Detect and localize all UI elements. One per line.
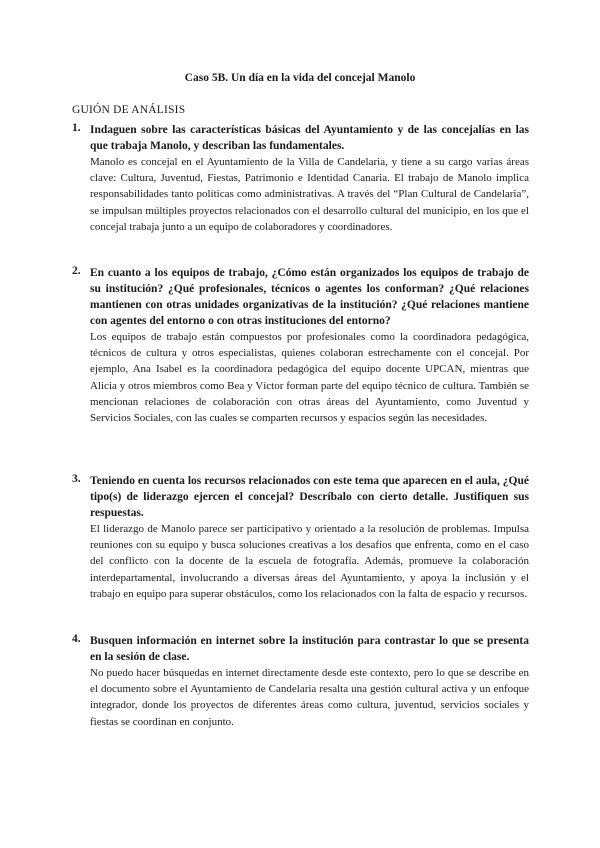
- item-answer: Los equipos de trabajo están compuestos por profesionales como la coordinadora pedagógica, técnicos de cultura y otros especialistas, quienes colaboran estrechamente con el concejal. Por ejemplo, Ana Isabel es la coordinadora pedagógica del equipo docente UPCAN, mientras que Alicia y otros miembros como Bea y Víctor forman parte del equipo técnico de cultura. También se mencionan relaciones de colaboración con otras áreas del Ayuntamiento, como Juventud y Servicios Sociales, con las cuales se comparten recursos y espacios según las necesidades.: [90, 331, 529, 425]
- section-heading: GUIÓN DE ANÁLISIS: [72, 104, 186, 116]
- item-number: 1.: [72, 122, 81, 134]
- item-question: Indaguen sobre las características básicas del Ayuntamiento y de las concejalías en las que trabaja Manolo, y describan las fundamentales.: [90, 124, 529, 152]
- item-number: 4.: [72, 633, 81, 645]
- item-answer: El liderazgo de Manolo parece ser participativo y orientado a la resolución de problemas. Impulsa reuniones con su equipo y busca soluciones creativas a los desafíos que enfrenta, como en el caso del conflicto con la docente de la escuela de fotografía. Además, promueve la colaboración interdepartamental, involucrando a diversas áreas del Ayuntamiento, y apoya la inclusión y el trabajo en equipo para superar obstáculos, como los relacionados con la falta de espacio y recursos.: [90, 523, 529, 600]
- item-answer: Manolo es concejal en el Ayuntamiento de la Villa de Candelaria, y tiene a su cargo varias áreas clave: Cultura, Juventud, Fiestas, Patrimonio e Identidad Canaria. El trabajo de Manolo implica responsabilidades tanto políticas como administrativas. A través del “Plan Cultural de Candelaria”, se impulsan múltiples proyectos relacionados con el desarrollo cultural del municipio, en los que el concejal trabaja junto a un equipo de colaboradores y coordinadores.: [90, 156, 529, 233]
- analysis-item-1: [72, 122, 529, 235]
- analysis-item-2: [72, 265, 529, 426]
- item-question: Teniendo en cuenta los recursos relacionados con este tema que aparecen en el aula, ¿Qué tipo(s) de liderazgo ejercen el concejal? Descríbalo con cierto detalle. Justifiquen sus respuestas.: [90, 475, 529, 519]
- item-number: 2.: [72, 265, 81, 277]
- document-title: Caso 5B. Un día en la vida del concejal Manolo: [184, 72, 416, 84]
- analysis-item-3: [72, 473, 529, 602]
- item-number: 3.: [72, 473, 81, 485]
- item-answer: No puedo hacer búsquedas en internet directamente desde este contexto, pero lo que se describe en el documento sobre el Ayuntamiento de Candelaria resalta una gestión cultural activa y un enfoque integrador, donde los proyectos de diferentes áreas como cultura, juventud, servicios sociales y fiestas se coordinan en conjunto.: [90, 667, 529, 728]
- analysis-item-4: [72, 633, 529, 730]
- item-question: Busquen información en internet sobre la institución para contrastar lo que se presenta en la sesión de clase.: [90, 635, 529, 663]
- item-question: En cuanto a los equipos de trabajo, ¿Cómo están organizados los equipos de trabajo de su institución? ¿Qué profesionales, técnicos o agentes los conforman? ¿Qué relaciones mantienen con otras unidades organizativas de la institución? ¿Qué relaciones mantiene con agentes del entorno o con otras instituciones del entorno?: [90, 267, 529, 327]
